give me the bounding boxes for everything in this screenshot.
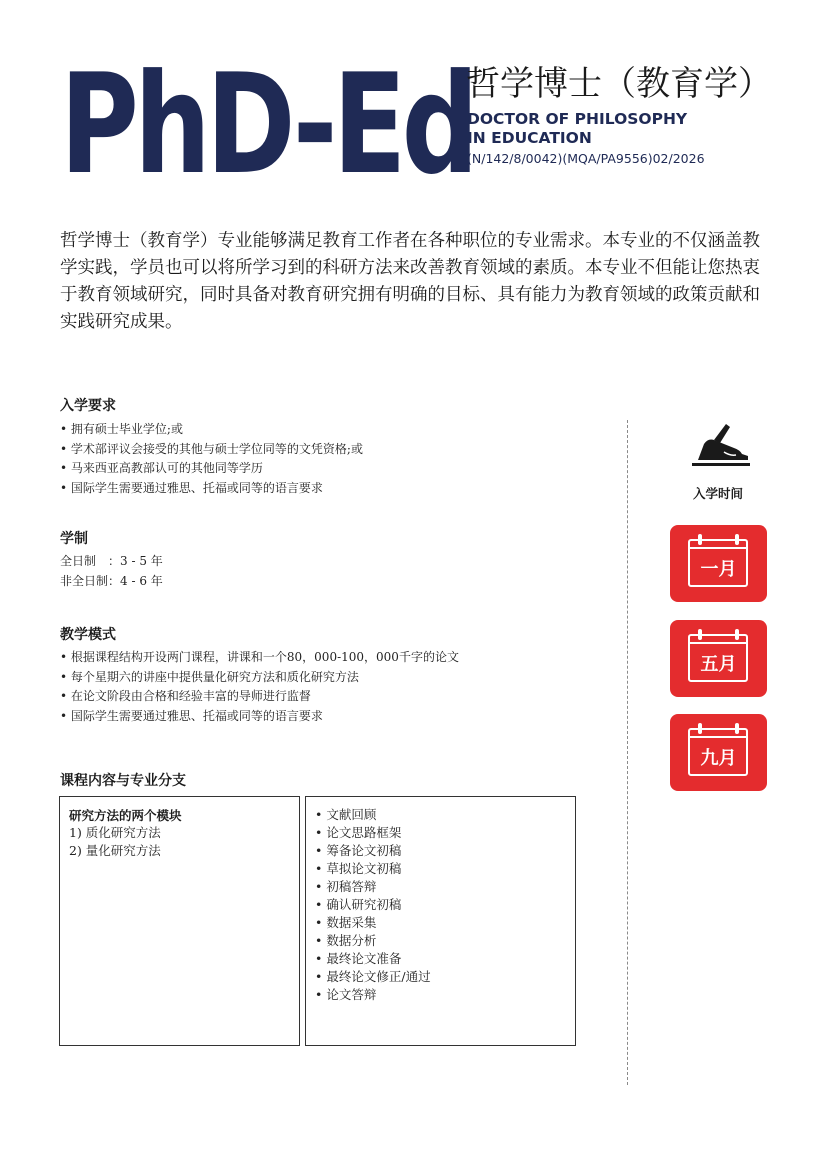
calendar-ring — [735, 629, 739, 640]
signing-hand-icon — [690, 422, 752, 468]
intake-month-label: 五月 — [700, 654, 737, 675]
list-item: • 最终论文准备 — [315, 950, 575, 968]
list-item: • 数据采集 — [315, 914, 575, 932]
calendar-ring — [698, 534, 702, 545]
duration-full-time: 全日制 ：3 - 5 年 — [60, 554, 163, 568]
list-item: • 论文答辩 — [315, 986, 575, 1004]
intake-month-label: 九月 — [700, 748, 737, 769]
modules-list — [69, 824, 299, 860]
calendar-ring — [735, 534, 739, 545]
duration-part-time: 非全日制：4 - 6 年 — [60, 573, 163, 588]
admission-list — [60, 420, 363, 498]
list-item: • 国际学生需要通过雅思、托福或同等的语言要求 — [60, 479, 363, 499]
teaching-list — [60, 648, 459, 726]
program-title-en-line2: IN EDUCATION — [467, 129, 592, 147]
list-item: • 初稿答辩 — [315, 878, 575, 896]
steps-list — [315, 806, 575, 1004]
admission-title: 入学要求 — [60, 398, 116, 414]
calendar-ring — [698, 629, 702, 640]
modules-box — [59, 796, 300, 1046]
list-item: • 筹备论文初稿 — [315, 842, 575, 860]
intake-month-may — [670, 620, 767, 697]
list-item: • 最终论文修正/通过 — [315, 968, 575, 986]
list-item: • 文献回顾 — [315, 806, 575, 824]
duration-title: 学制 — [60, 531, 88, 547]
intake-month-label: 一月 — [700, 559, 737, 580]
list-item: • 拥有硕士毕业学位;或 — [60, 420, 363, 440]
list-item: • 数据分析 — [315, 932, 575, 950]
program-title-en — [467, 110, 687, 148]
teaching-section — [60, 624, 459, 726]
curriculum-title: 课程内容与专业分支 — [60, 773, 186, 789]
modules-title: 研究方法的两个模块 — [69, 808, 182, 823]
program-logo: PhD-Ed — [60, 44, 475, 205]
duration-section — [60, 528, 163, 591]
intro-paragraph: 哲学博士（教育学）专业能够满足教育工作者在各种职位的专业需求。本专业的不仅涵盖教学实践，学员也可以将所学习到的科研方法来改善教育领域的素质。本专业不但能让您热衷于教育领域研究，同时具备对教育研究拥有明确的目标、具有能力为教育领域的政策贡献和实践研究成果。 — [60, 231, 760, 332]
list-item: • 确认研究初稿 — [315, 896, 575, 914]
dashed-divider — [627, 420, 628, 1085]
program-title-en-line1: DOCTOR OF PHILOSOPHY — [467, 110, 688, 128]
list-item: 1) 质化研究方法 — [69, 825, 161, 840]
program-code: (N/142/8/0042)(MQA/PA9556)02/2026 — [467, 151, 705, 166]
admission-section — [60, 395, 363, 498]
list-item: • 马来西亚高教部认可的其他同等学历 — [60, 459, 363, 479]
list-item: • 草拟论文初稿 — [315, 860, 575, 878]
intake-month-january — [670, 525, 767, 602]
list-item: • 学术部评议会接受的其他与硕士学位同等的文凭资格;或 — [60, 440, 363, 460]
list-item: • 在论文阶段由合格和经验丰富的导师进行监督 — [60, 687, 459, 707]
steps-box — [305, 796, 576, 1046]
list-item: • 每个星期六的讲座中提供量化研究方法和质化研究方法 — [60, 668, 459, 688]
calendar-ring — [735, 723, 739, 734]
list-item: 2) 量化研究方法 — [69, 843, 161, 858]
intake-label: 入学时间 — [692, 486, 743, 501]
list-item: • 国际学生需要通过雅思、托福或同等的语言要求 — [60, 707, 459, 727]
teaching-title: 教学模式 — [60, 627, 116, 643]
calendar-ring — [698, 723, 702, 734]
program-title-cn: 哲学博士（教育学） — [466, 64, 772, 104]
intake-month-september — [670, 714, 767, 791]
list-item: • 根据课程结构开设两门课程，讲课和一个80，000-100，000千字的论文 — [60, 648, 459, 668]
list-item: • 论文思路框架 — [315, 824, 575, 842]
